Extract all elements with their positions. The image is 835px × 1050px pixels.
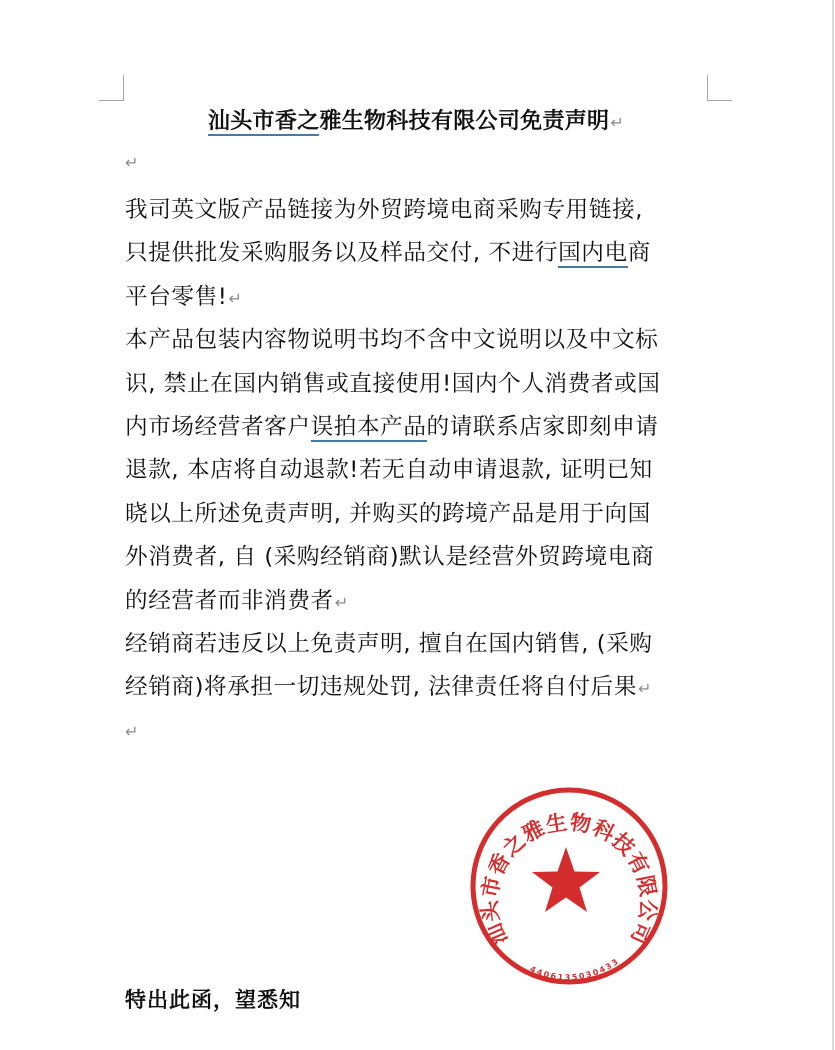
title-proofing-underlined-text: 汕头市香之 bbox=[207, 109, 320, 134]
title-text: 雅生物科技有限公司免责声明 bbox=[319, 109, 610, 134]
body-text-line bbox=[125, 189, 709, 232]
closing-statement: 特出此函，望悉知 bbox=[125, 988, 301, 1012]
body-text-segment: 经销商)将承担一切违规处罚, 法律责任将自付后果 bbox=[125, 674, 638, 701]
body-text-segment: 平台零售! bbox=[125, 283, 228, 310]
empty-paragraph-mark-icon: ↵ bbox=[125, 153, 139, 172]
body-text-segment: 商 bbox=[627, 240, 651, 267]
body-text-segment: 退款, 本店将自动退款!若无自动申请退款, 证明已知 bbox=[125, 457, 653, 484]
paragraph-mark-icon: ↵ bbox=[610, 113, 625, 132]
body-text-segment: 本产品包装内容物说明书均不含中文说明以及中文标 bbox=[125, 327, 659, 354]
company-seal-stamp bbox=[468, 785, 670, 987]
body-text-line bbox=[125, 363, 709, 406]
paragraph-mark-icon: ↵ bbox=[638, 679, 653, 699]
star-icon bbox=[532, 847, 600, 912]
empty-paragraph-mark-icon: ↵ bbox=[125, 722, 139, 741]
body-text-line bbox=[125, 580, 709, 623]
body-text-segment: 只提供批发采购服务以及样品交付, 不进行 bbox=[125, 240, 559, 267]
body-text-line bbox=[125, 406, 709, 449]
body-text-line bbox=[125, 536, 709, 579]
paragraph-mark-icon: ↵ bbox=[334, 592, 349, 612]
body-text-line bbox=[125, 276, 709, 319]
margin-crop-mark-top-right bbox=[707, 75, 732, 101]
seal-registration-number: 4406135030433 bbox=[528, 956, 622, 983]
body-text-segment: 识, 禁止在国内销售或直接使用!国内个人消费者或国 bbox=[125, 370, 661, 397]
page-right-edge bbox=[832, 0, 834, 1050]
paragraph-mark-icon: ↵ bbox=[228, 288, 243, 308]
body-text-segment: 内市场经营者客户 bbox=[125, 413, 311, 440]
proofing-underlined-text: 国内电 bbox=[558, 240, 628, 267]
body-text-line bbox=[125, 232, 709, 275]
margin-crop-mark-top-left bbox=[99, 75, 124, 101]
document-title bbox=[125, 105, 707, 140]
body-text-line bbox=[125, 449, 709, 492]
proofing-underlined-text: 误拍本产品 bbox=[310, 413, 427, 440]
body-text-line bbox=[125, 623, 709, 666]
body-text-segment: 晓以上所述免责声明, 并购买的跨境产品是用于向国 bbox=[125, 500, 651, 527]
body-text-segment: 经销商若违反以上免责声明, 擅自在国内销售, (采购 bbox=[125, 630, 653, 657]
body-text-segment: 我司英文版产品链接为外贸跨境电商采购专用链接, bbox=[125, 197, 644, 223]
body-text-segment: 的请联系店家即刻申请 bbox=[426, 413, 659, 440]
body-text-line bbox=[125, 666, 709, 709]
body-text-line bbox=[125, 319, 709, 362]
body-text-segment: 的经营者而非消费者 bbox=[125, 587, 334, 614]
body-text-segment: 外消费者, 自 (采购经销商)默认是经营外贸跨境电商 bbox=[125, 544, 655, 571]
document-body bbox=[125, 189, 709, 710]
seal-company-name: 汕头市香之雅生物科技有限公司 bbox=[477, 810, 661, 949]
body-text-line bbox=[125, 493, 709, 536]
